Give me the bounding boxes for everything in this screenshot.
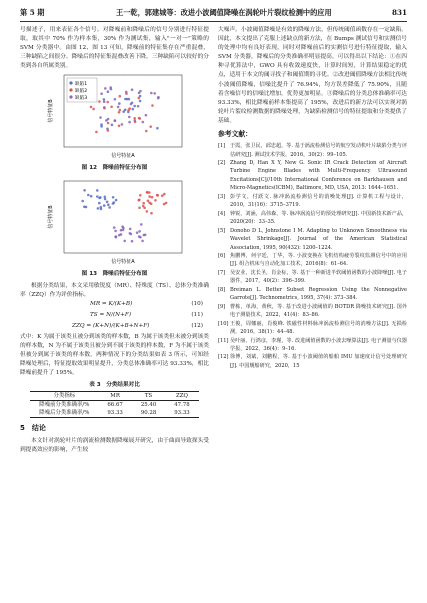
page-header [20,8,407,22]
fig12-point [137,117,140,120]
fig12-point [130,89,133,92]
section-heading: 5 结论 [20,424,46,433]
fig12-point [102,99,105,102]
reference-text: 钟锐，刘涵，高伟森，等. 脉冲涡流信号的预处理研究[J]. 中国新技术新产品，2020(20)：33–35. [230,210,407,226]
fig13-point [103,197,106,200]
fig12-point [141,121,144,124]
body-paragraph: 根据分类结果，本文采用敏锐度（MR）、特殊度（TS）、总体分类准确率（ZZQ）作为评价指标。 [20,282,209,298]
table-row [30,409,198,418]
fig12-point [156,97,159,100]
fig12-point [127,109,130,112]
fig13-point [102,204,105,207]
table-header-cell: 分类指标 [30,392,98,401]
fig12-point [106,91,109,94]
plot-frame [64,181,182,253]
fig13-point [96,207,99,210]
reference-number: [6] [218,253,226,260]
equation-10 [20,300,209,311]
fig12-point [106,101,109,104]
fig12-point [106,130,109,133]
table-cell: 降噪后分类准确率/% [30,409,98,418]
table-cell: 25.40 [140,402,157,409]
fig12-point [89,106,92,109]
fig12-point [118,109,121,112]
fig12-point [144,114,147,117]
fig13-point [128,232,131,235]
fig13-point [148,195,151,198]
fig13-point [130,239,133,242]
reference-text: 于霞，张卫民，邱忠超，等. 基于涡流检测信号的航空发动机叶片缺陷分类与评估研究[J]. 测试技术学报，2016，30(2)：99–105. [230,143,407,158]
fig12-point [133,120,136,123]
fig12-point [102,101,105,104]
table-header-row [30,392,198,401]
fig13-point [145,210,148,213]
fig13-point [150,195,153,198]
reference-number: [7] [218,269,226,276]
fig12-point [106,122,109,125]
fig13-point [128,227,131,230]
fig12-point [100,93,103,96]
fig13-point [138,230,141,233]
body-paragraph: 式中：K 为属于该类且被分到该类的样本数，B 为属于该类但未被分到该类的样本数，N 为不属于该类且被分到不属于该类的样本数，F 为不属于该类但被分到属于该类的样本数。两种情况下的分类结果如表 3 所示，可知经降噪处理后，特征提取效果明显提升，分类总体准确率可达 93.33%，相比降噪前提升了 195%。 [20,333,209,377]
header-rule [20,21,407,22]
fig12-point [156,127,159,130]
reference-number: [4] [218,210,226,217]
fig13-point [139,194,142,197]
fig12-point [138,100,141,103]
equation-text: MR = K/(K+B) [90,300,133,307]
table-cell: 93.33 [165,409,198,418]
body-paragraph: 号描述子，用来表征各个信号。对降噪前和降噪后的信号分别进行特征提取，取其中 70% 作为样本集，30% 作为测试集，输入"一对一"策略的 SVM 分类器中。由图 12、图 13 可知，降噪前的特征集存在严重混叠，三种缺陷之间很分。降噪后的特征集混叠改善下降，三种缺陷可以较好的分类到各自所属类别。 [20,27,209,70]
fig12-point [117,111,120,114]
fig13-point [154,199,157,202]
reference-item [218,353,407,370]
reference-item [218,286,407,303]
table-row [30,401,198,410]
fig12-point [128,116,131,119]
fig12-point [133,105,136,108]
fig13-point [135,231,138,234]
fig13-point [163,192,166,195]
reference-number: [11] [218,337,229,344]
legend-marker-2 [69,89,72,92]
fig13-point [98,201,101,204]
fig13-point [111,202,114,205]
table3-caption: 表 3 分类结果对比 [89,382,140,389]
fig12-point [149,126,152,129]
fig12-point [118,95,121,98]
fig12-x-label: 信号特征A [110,153,135,160]
reference-item [218,269,407,286]
fig13-point [156,194,159,197]
fig12-y-label: 信号特征B [47,99,54,124]
fig13-point [137,198,140,201]
fig12-point [104,88,107,91]
fig12-point [98,101,101,104]
classification-table [30,391,198,418]
fig12-points [89,87,159,134]
fig13-point [84,205,87,208]
fig12-point [113,98,116,101]
fig13-point [141,239,144,242]
fig13-point [138,206,141,209]
fig13-point [114,235,117,238]
right-column [218,26,407,370]
reference-number: [5] [218,227,226,234]
reference-number: [9] [218,303,226,310]
running-title: 王一乾，郭建城等：改进小波阈值降噪在涡轮叶片裂纹检测中的应用 [116,8,332,17]
fig12-point [153,93,156,96]
fig13-point [105,200,108,203]
fig13-x-label: 信号特征A [110,258,135,265]
reference-text: 彭学文，付跃文. 脉冲涡流检测信号的消噪处理[J]. 计算机工程与设计，2010，31(16)：3715–3719. [230,193,407,209]
fig12-caption: 图 12 降噪前特征分布图 [81,165,148,172]
fig13-point [112,226,115,229]
fig13-scatter-plot [40,177,190,269]
reference-number: [2] [218,160,226,167]
fig12-point [109,87,112,90]
legend-marker-3 [69,96,72,99]
reference-item [218,210,407,227]
fig13-y-label: 信号特征B [47,204,54,229]
figure-13 [20,177,209,279]
fig13-point [111,196,114,199]
reference-number: [1] [218,143,226,150]
figure-12 [20,71,209,173]
table-cell: 降噪前分类准确率/% [39,402,90,409]
equation-number: (10) [191,300,203,307]
fig13-point [96,189,99,192]
reference-item [218,337,407,354]
fig13-point [83,189,86,192]
fig12-point [100,126,103,129]
reference-item [218,227,407,252]
fig13-point [162,202,165,205]
fig13-points [81,189,167,243]
fig13-caption: 图 13 降噪后特征分布图 [81,270,148,277]
fig12-point [125,98,128,101]
fig12-point [122,111,125,114]
fig13-point [142,201,145,204]
left-column [20,26,209,455]
fig12-point [118,103,121,106]
fig12-point [113,120,116,123]
fig13-point [99,207,102,210]
fig13-point [114,198,117,201]
reference-number: [12] [218,354,229,361]
fig13-point [143,233,146,236]
fig12-point [150,92,153,95]
reference-item [218,252,407,269]
fig12-point [95,131,98,134]
fig13-point [121,228,124,231]
fig13-point [143,206,146,209]
reference-text: 焦鹏博，何宇廷，丁华，等. 小波变换在飞机结构疲劳裂纹监测信号中的应用[J]. 组合机床与自动化加工技术，2016(8)：61–64. [230,253,407,268]
fig13-point [81,199,84,202]
fig12-point [110,106,113,109]
body-paragraph: 本文针对涡轮叶片的涡流检测数据降噪展开研究，由于曲面导致探头受到提离效应的影响，产生较 [20,437,209,453]
fig13-point [87,193,90,196]
table-cell: 47.78 [174,402,190,409]
fig13-point [89,194,92,197]
fig13-point [108,206,111,209]
table-header-cell: ZZQ [165,392,198,401]
fig12-point [99,117,102,120]
equation-text: TS = N/(N+F) [90,311,132,318]
fig12-point [129,103,132,106]
fig13-point [98,196,101,199]
fig13-point [119,233,122,236]
reference-text: Donoho D L, Johnstone I M. Adapting to Unknown Smoothness via Wavelet Shrinkage[J]. Journal of the American Statistical Association, 1995, 90(432): 1200–1224. [230,227,407,251]
fig13-point [150,211,153,214]
table-cell: 66.67 [107,402,123,409]
reference-number: [8] [218,286,226,293]
reference-text: Breiman L. Better Subset Regression Using the Nonnegative Garrote[J]. Technometrics, 1995, 37(4): 373–384. [230,286,407,302]
issue-number: 第 5 期 [20,8,45,17]
legend-marker-1 [69,82,72,85]
reference-number: [3] [218,193,226,200]
table-cell: 90.28 [132,409,165,418]
table-header-cell: TS [132,392,165,401]
references-list [218,142,407,370]
fig13-point [160,194,163,197]
fig12-point [103,107,106,110]
fig13-point [107,203,110,206]
reference-item [218,320,407,337]
fig13-point [139,235,142,238]
reference-number: [10] [218,320,229,327]
fig13-point [123,239,126,242]
fig12-point [145,130,148,133]
fig12-point [151,105,154,108]
reference-item [218,303,407,320]
fig12-legend [67,78,97,102]
table-header-cell: MR [98,392,131,401]
fig12-point [116,106,119,109]
reference-text: 徐博，刘斌，刘鹏程，等. 基于小波阈值的船舶 IMU 加速度计信号处理研究[J]. 中国舰船研究，2020，15 [230,354,407,369]
fig12-point [128,121,131,124]
table-cell: 93.33 [98,409,131,418]
fig13-point [148,191,151,194]
fig13-point [114,229,117,232]
fig12-point [137,97,140,100]
reference-item [218,159,407,193]
fig12-point [110,124,113,127]
fig12-point [117,125,120,128]
fig12-point [131,108,134,111]
references-heading: 参考文献： [218,130,252,139]
reference-text: Zhang D, Han X Y, New G. Sonic IR Crack Detection of Aircraft Turbine Engine Blades with Multi-Frequency Ultrasound Excitations[C]//10th International Conference on Barkhausen and Micro-Magnetics(ICBM), Baltimore, MD, USA, 2013: 1644–1651. [230,160,407,192]
fig12-point [106,118,109,121]
reference-text: 吴叶丽，行鸿彦，李瑾，等. 改进阈值函数的小波去噪算法[J]. 电子测量与仪器学报，2022，36(4)：9–16. [230,337,407,352]
legend-label-3: 缺陷3 [74,96,87,102]
equation-text: ZZQ = (K+N)/(K+B+N+F) [72,322,150,329]
reference-text: 王俊，周娜丽，肖俊峰. 铁磁性材料脉冲涡流检测信号的消噪方法[J]. 无损检测，2016，38(1)：44–48. [230,320,407,336]
fig13-point [103,195,106,198]
page-number: 831 [391,8,407,17]
fig12-point [92,108,95,111]
legend-label-2: 缺陷2 [74,89,87,95]
equation-11 [20,311,209,322]
equation-12 [20,322,209,333]
reference-text: 吴安业，沈长圣，肖金标，等. 基于一种新进半软阈值函数的小波降噪[J]. 电子器件，2017，40(2)：396–399. [230,269,407,285]
fig13-point [121,225,124,228]
fig13-point [149,202,152,205]
equation-number: (12) [191,322,203,329]
equation-number: (11) [191,311,203,318]
reference-item [218,142,407,159]
fig12-point [139,90,142,93]
fig13-point [96,195,99,198]
fig12-point [124,91,127,94]
reference-item [218,193,407,210]
fig12-point [120,124,123,127]
legend-label-1: 缺陷1 [74,82,87,88]
fig12-scatter-plot [40,71,190,163]
body-paragraph: 大噪声。小波阈值降噪是有效的降噪方法，但传统阈值函数存在一定缺陷。因此，本文提出了克服上述缺点的新方法，在 Bumps 测试信号和实测信号的处理中均有良好表现。同时对降噪前后的实测信号进行特征提取，输入 SVM 分类器，降噪后的分类准确率明显提高。可以得出以下结论：①在四种寻优算法中，GWO 具有收敛速度快，计算时间短，计算结果稳定的优点，适用于本文的阈寻找子和阈值期的寻优。②改进阈值降噪方法相比传统小波阈值降噪，信噪比提升了 76.94%，均方误差降低了 75.90%，且随着含噪信号的信噪比增加，优势更加明显。③降噪后的分类总体准确率可达 93.33%，相比降噪前样本集提高了 195%，改进后的新方法可以实现对涡轮叶片裂纹检测数据的降噪处理，为缺陷检测信号的特征提取和分类提供了基础。 [218,27,407,124]
fig13-point [140,223,143,226]
fig12-point [136,105,139,108]
reference-text: 曹栋，单海，黄秋，等. 基于改进小波阈值的 BOTDR 降噪技术研究[J]. 国外电子测量技术，2022，41(4)：83–86. [230,303,407,319]
fig13-point [146,199,149,202]
